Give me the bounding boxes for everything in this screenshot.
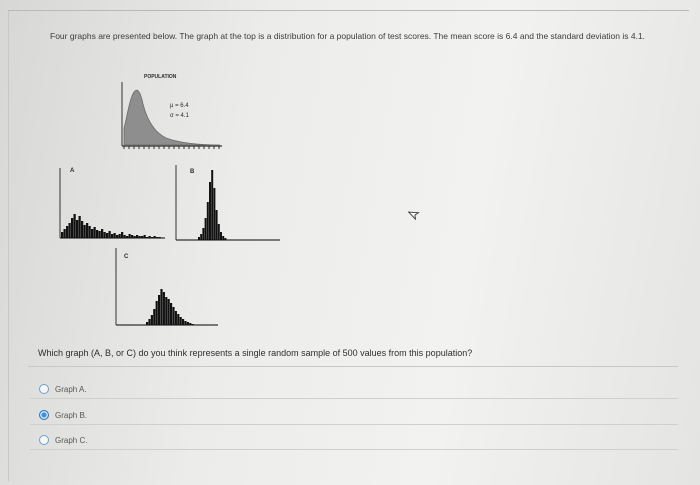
graph-a-bar <box>106 233 108 238</box>
population-mu-label: μ = 6.4 <box>170 103 189 109</box>
graph-a-bar <box>146 237 148 238</box>
graph-c-bars <box>146 289 194 325</box>
graph-b-bar <box>205 218 207 240</box>
graph-b-bars <box>198 170 226 240</box>
question-divider <box>28 366 678 367</box>
question-text: Which graph (A, B, or C) do you think represents a single random sample of 500 values from this population? <box>38 348 473 358</box>
graph-a-bar <box>156 237 158 238</box>
option-graph-b[interactable] <box>30 406 678 425</box>
graph-a-bar <box>141 236 143 238</box>
population-title: POPULATION <box>144 74 177 80</box>
graph-a-bar <box>124 235 126 238</box>
graph-c-bar <box>148 319 150 325</box>
graph-a-bar <box>151 237 153 238</box>
graph-c-bar <box>189 323 191 325</box>
graph-a-bar <box>84 225 86 238</box>
option-graph-a-label: Graph A. <box>55 384 87 394</box>
graph-a-bar <box>71 218 73 238</box>
graph-c-bar <box>163 292 165 325</box>
graph-b-bar <box>220 232 222 240</box>
graph-a-bar <box>76 220 78 238</box>
radio-graph-a[interactable] <box>39 384 49 394</box>
graph-b-bar <box>218 224 220 240</box>
graph-a-bar <box>89 226 91 238</box>
graph-a-bar <box>134 236 136 238</box>
graph-a-bar <box>81 221 83 238</box>
graph-c-bar <box>177 314 179 325</box>
graph-c-bar <box>180 317 182 325</box>
radio-graph-c[interactable] <box>39 435 49 445</box>
option-graph-c[interactable] <box>30 431 678 450</box>
graph-a-bar <box>104 232 106 238</box>
graph-a-bar <box>101 229 103 238</box>
graph-a-bar <box>111 234 113 238</box>
intro-text: Four graphs are presented below. The graph at the top is a distribution for a population of test scores. The mean score is 6.4 and the standard deviation is 4.1. <box>50 31 646 41</box>
graph-a-bar <box>74 214 76 238</box>
graph-a-bar <box>96 230 98 238</box>
graph-a-bar <box>86 223 88 238</box>
graph-b-label: B <box>190 169 195 175</box>
graph-c-bar <box>175 311 177 325</box>
graph-c-bar <box>160 289 162 325</box>
graph-b-bar <box>209 182 211 240</box>
graph-a-bar <box>114 233 116 238</box>
option-graph-c-label: Graph C. <box>55 435 88 445</box>
graph-a-bar <box>69 223 71 238</box>
graph-b-bar <box>211 170 213 240</box>
graph-c-bar <box>146 322 148 325</box>
graph-a-bar <box>121 232 123 238</box>
graph-c-bar <box>192 324 194 325</box>
graph-b-bar <box>216 210 218 240</box>
graph-a-bar <box>144 235 146 238</box>
graph-a-bar <box>79 216 81 238</box>
graph-a-bar <box>66 226 68 238</box>
graph-c-bar <box>182 319 184 325</box>
graph-b-bar <box>207 202 209 240</box>
graph-a-bar <box>61 232 63 238</box>
sample-graph-b <box>176 165 280 240</box>
graph-a-label: A <box>70 168 75 174</box>
graph-c-bar <box>165 297 167 325</box>
graph-a-bars <box>61 214 161 238</box>
graph-b-bar <box>198 237 200 240</box>
graph-c-bar <box>158 295 160 325</box>
graph-a-bar <box>64 229 66 238</box>
graph-b-bar <box>202 228 204 240</box>
graph-a-bar <box>159 237 161 238</box>
sample-graph-c <box>116 248 218 325</box>
graph-a-bar <box>91 229 93 238</box>
graph-a-bar <box>126 236 128 238</box>
option-graph-a[interactable] <box>30 380 678 399</box>
graph-a-bar <box>131 235 133 238</box>
graph-a-bar <box>119 234 121 238</box>
radio-graph-b[interactable] <box>39 410 49 420</box>
graph-b-bar <box>222 236 224 240</box>
graph-c-bar <box>168 299 170 325</box>
graph-b-bar <box>200 234 202 240</box>
graph-a-bar <box>154 236 156 238</box>
graph-a-bar <box>129 234 131 238</box>
population-graph <box>122 74 222 149</box>
graph-a-bar <box>136 235 138 238</box>
graph-c-bar <box>187 322 189 325</box>
graph-b-bar <box>224 238 226 240</box>
graph-c-bar <box>151 315 153 325</box>
graph-c-bar <box>156 301 158 325</box>
graph-a-bar <box>139 236 141 238</box>
graph-a-bar <box>149 236 151 238</box>
graph-c-bar <box>153 309 155 325</box>
graph-a-bar <box>94 227 96 238</box>
population-sigma-label: σ = 4.1 <box>170 113 189 119</box>
graph-c-label: C <box>124 254 129 260</box>
graph-c-bar <box>170 303 172 325</box>
mouse-pointer-icon <box>408 208 422 222</box>
graph-a-bar <box>109 231 111 238</box>
graph-c-bar <box>184 321 186 325</box>
graph-a-bar <box>99 231 101 238</box>
sample-graph-a <box>60 168 165 238</box>
graph-b-bar <box>213 188 215 240</box>
graph-a-bar <box>116 235 118 238</box>
option-graph-b-label: Graph B. <box>55 410 88 420</box>
graph-c-bar <box>172 307 174 325</box>
